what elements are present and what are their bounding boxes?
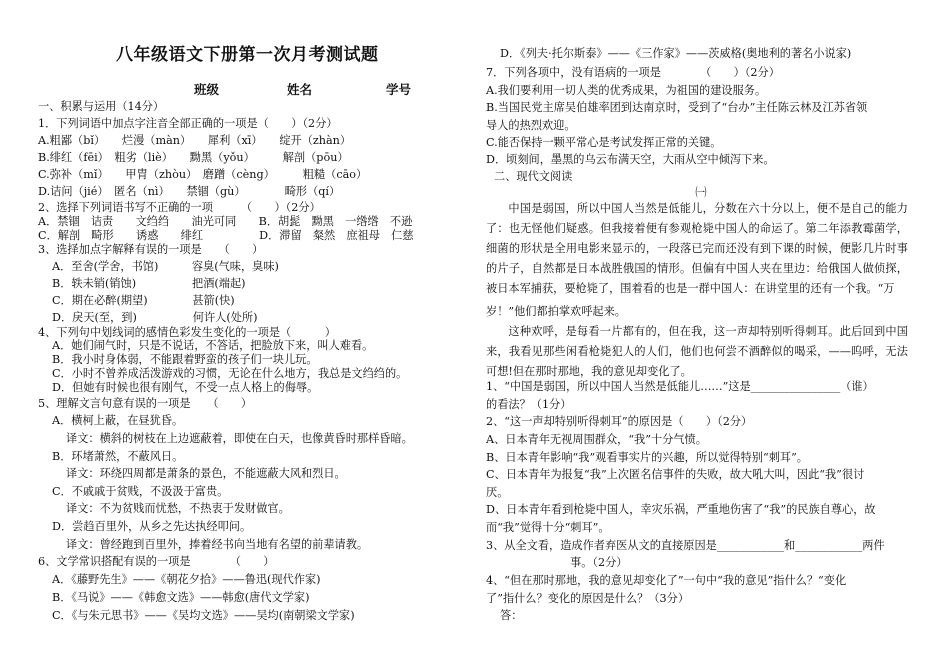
passage-paragraph: 中国是弱国，所以中国人当然是低能儿，分数在六十分以上，便不是自己的能力了：也无怪他们疑惑。但我接着便有参观枪毙中国人的命运了。第二年添教霉菌学，细菌的形状是全用电影来显示的，一段落已完而还没有到下课的时候，便影几片时事的片子，自然都是日本战胜俄国的情形。但偏有中国人夹在里边：给俄国人做侦探，被日本军捕获，要枪毙了，围着看的也是一群中国人：在讲堂里的还有一个我。“万 <box>486 202 908 295</box>
question-line: 4、“但在那时那地，我的意见却变化了”一句中“我的意见”指什么？“变化 <box>486 574 847 587</box>
question-line: 1．下列词语中加点字注音全部正确的一项是（ ）（2分） <box>38 117 338 130</box>
option-line: A．至舍(学舍，书馆) 容臭(气味，臭味) <box>52 260 279 273</box>
option-line: C．解剖 畸形 诱惑 绯红 D．滞留 粲然 庶祖母 仁慈 <box>38 229 414 242</box>
passage-number: ㈠ <box>695 186 707 199</box>
option-line: C．小时不曾养成活泼游戏的习惯，无论在什么地方，我总是文绉绉的。 <box>52 367 408 380</box>
option-line: A．她们闹气时，只是不说话，不答话，把脸放下来，叫人难看。 <box>52 339 374 352</box>
option-line: B．《马说》——《韩愈文选》——韩愈(唐代文学家) <box>52 591 310 604</box>
question-line: 2、“这一声却特别听得刺耳”的原因是（ ）（2分） <box>486 415 753 428</box>
question-line: 了”指什么？变化的原因是什么？（3分） <box>486 592 690 605</box>
question-line: 6、文学常识搭配有误的一项是 （ ） <box>38 555 275 568</box>
question-line: 的看法？（1分） <box>486 398 572 411</box>
section-heading: 一、积累与运用（14分） <box>38 100 165 113</box>
translation-line: 译文：曾经跑到百里外，捧着经书向当地有名望的前辈请教。 <box>66 538 369 551</box>
translation-line: 译文：环绕四周都是萧条的景色，不能遮蔽大风和烈日。 <box>66 467 346 480</box>
option-line: C．《与朱元思书》——《吴均文选》——吴均(南朝梁文学家) <box>52 609 355 622</box>
option-line: C、日本青年为报复“我”上次匿名信事件的失败，故大吼大叫，因此“我”很讨 <box>486 468 865 481</box>
option-line: A.粗鄙（bǐ） 烂漫（màn） 犀利（xī） 绽开（zhàn） <box>38 134 352 147</box>
option-line: B.当国民党主席吴伯雄率团到达南京时，受到了“台办”主任陈云林及江苏省领 <box>486 101 868 114</box>
passage-paragraph-end: 岁！”他们都拍掌欢呼起来。 <box>486 305 626 318</box>
class-label: 班级 <box>194 82 220 97</box>
option-line: A．《藤野先生》——《朝花夕拾》——鲁迅(现代作家) <box>52 573 321 586</box>
translation-line: 译文：不为贫贱而忧愁，不热衷于发财做官。 <box>66 502 290 515</box>
option-line: C.能否保持一颗平常心是考试发挥正常的关键。 <box>486 136 722 149</box>
question-line: 3、从全文看，造成作者弃医从文的直接原因是____________和____________两件 <box>486 539 885 552</box>
option-line: A．横柯上蔽，在昼犹昏。 <box>52 414 184 427</box>
option-line: A．禁锢 诘责 文绉绉 油光可同 B．胡髭 黝黑 一绺绺 不逊 <box>38 215 413 228</box>
question-line: 5、理解文言句意有误的一项是 （ ） <box>38 397 253 410</box>
option-line: C．不戚戚于贫贱，不汲汲于富贵。 <box>52 485 229 498</box>
option-line: 而“我”觉得十分“刺耳”。 <box>486 521 610 534</box>
exam-title: 八年级语文下册第一次月考测试题 <box>116 45 379 65</box>
option-line: B．环堵萧然，不蔽风日。 <box>52 450 184 463</box>
option-line: D．顷刻间，墨黑的乌云布满天空，大雨从空中倾泻下来。 <box>486 153 775 166</box>
option-line: D．戾天(至，到) 何许人(处所) <box>52 311 258 324</box>
question-line: 4、下列句中划线词的感情色彩发生变化的一项是（ ） <box>38 326 336 339</box>
question-line: 事。（2分） <box>570 556 628 569</box>
option-line: D．《列夫·托尔斯泰》——《三作家》——茨威格(奥地利的著名小说家) <box>500 47 852 60</box>
option-line: A、日本青年无视周围群众，“我”十分气愤。 <box>486 433 707 446</box>
option-line: 厌。 <box>486 486 509 499</box>
option-line: C.弥补（mǐ） 甲胄（zhòu） 磨蹭（cèng） 粗糙（cāo） <box>38 168 368 181</box>
option-line: A.我们要利用一切人类的优秀成果，为祖国的建设服务。 <box>486 84 767 97</box>
option-line: B、日本青年影响“我”观看事实片的兴趣，所以觉得特别“刺耳”。 <box>486 451 808 464</box>
option-line: D．但她有时候也很有刚气，不受一点人格上的侮辱。 <box>52 381 319 394</box>
translation-line: 译文：横斜的树枝在上边遮蔽着，即使在白天，也像黄昏时那样昏暗。 <box>66 432 413 445</box>
question-line: 3、选择加点字解释有误的一项是 （ ） <box>38 243 264 256</box>
question-line: 7．下列各项中，没有语病的一项是 （ ）（2分） <box>486 66 780 79</box>
number-label: 学号 <box>386 82 412 97</box>
option-line: B．我小时身体弱，不能跟着野蛮的孩子们一块儿玩。 <box>52 353 318 366</box>
option-line: D．尝趋百里外，从乡之先达执经叩问。 <box>52 520 252 533</box>
answer-label: 答： <box>500 609 523 622</box>
question-line: 2、选择下列词语书写不正确的一项 （ ）（2分） <box>38 201 321 214</box>
name-label: 姓名 <box>287 82 313 97</box>
option-line: B.绯红（fēi） 粗劣（liè） 黝黑（yǒu） 解剖（pōu） <box>38 151 349 164</box>
passage-paragraph: 这种欢呼，是每看一片都有的，但在我，这一声却特别听得刺耳。此后回到中国来，我看见那些闲看枪毙犯人的人们，他们也何尝不酒醉似的喝采，——呜呼，无法可想!但在那时那地，我的意见却变化了。 <box>486 325 908 378</box>
section-heading: 二、现代文阅读 <box>494 170 573 183</box>
option-line: D、日本青年看到枪毙中国人，幸灾乐祸，严重地伤害了“我”的民族自尊心，故 <box>486 503 876 516</box>
option-line: 导人的热烈欢迎。 <box>486 119 576 132</box>
option-line: B．轶未销(销蚀) 把酒(端起) <box>52 277 246 290</box>
option-line: D.诘问（jié） 匿名（nì） 禁锢（gù） 畸形（qí） <box>38 185 341 198</box>
option-line: C．期在必醉(期望) 甚箭(快) <box>52 294 235 307</box>
question-line: 1、“中国是弱国，所以中国人当然是低能儿……”这是________________（谁） <box>486 380 874 393</box>
